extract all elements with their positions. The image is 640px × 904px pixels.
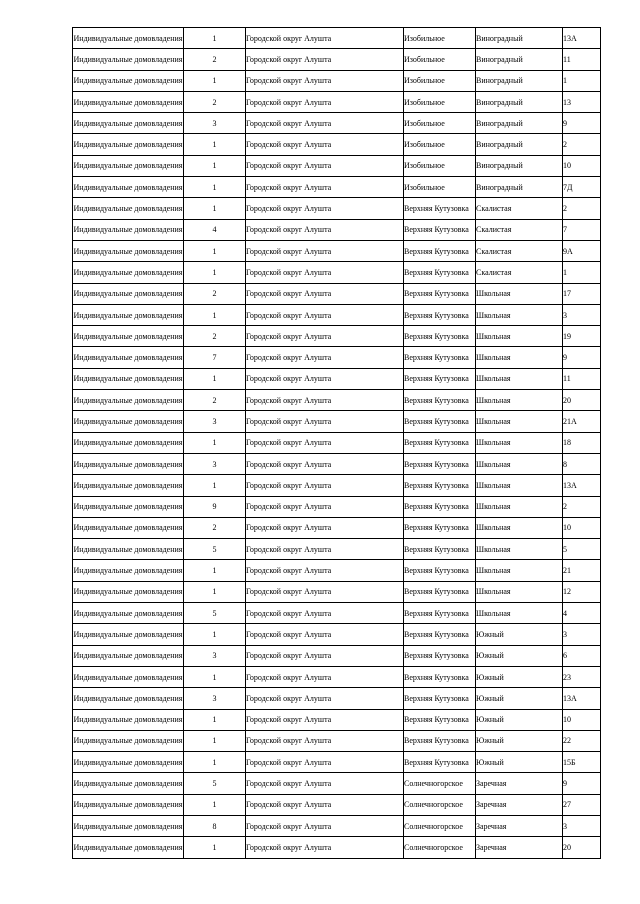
housing-type-cell: Индивидуальные домовладения xyxy=(73,645,184,666)
street-cell: Виноградный xyxy=(476,49,563,70)
housing-type-cell: Индивидуальные домовладения xyxy=(73,49,184,70)
housing-type-cell: Индивидуальные домовладения xyxy=(73,539,184,560)
settlement-cell: Верхняя Кутузовка xyxy=(404,475,476,496)
housing-type-cell: Индивидуальные домовладения xyxy=(73,304,184,325)
table-row xyxy=(73,155,601,176)
quantity-cell: 2 xyxy=(184,390,246,411)
housing-type-cell: Индивидуальные домовладения xyxy=(73,326,184,347)
municipality-cell: Городской округ Алушта xyxy=(246,49,404,70)
municipality-cell: Городской округ Алушта xyxy=(246,411,404,432)
street-cell: Виноградный xyxy=(476,177,563,198)
housing-type-cell: Индивидуальные домовладения xyxy=(73,496,184,517)
housing-type-cell: Индивидуальные домовладения xyxy=(73,368,184,389)
housing-type-cell: Индивидуальные домовладения xyxy=(73,560,184,581)
quantity-cell: 1 xyxy=(184,794,246,815)
housing-type-cell: Индивидуальные домовладения xyxy=(73,475,184,496)
house-number-cell: 2 xyxy=(563,198,601,219)
table-row xyxy=(73,432,601,453)
quantity-cell: 1 xyxy=(184,730,246,751)
street-cell: Школьная xyxy=(476,560,563,581)
settlement-cell: Верхняя Кутузовка xyxy=(404,560,476,581)
settlement-cell: Верхняя Кутузовка xyxy=(404,688,476,709)
quantity-cell: 1 xyxy=(184,134,246,155)
municipality-cell: Городской округ Алушта xyxy=(246,262,404,283)
municipality-cell: Городской округ Алушта xyxy=(246,837,404,858)
table-row xyxy=(73,177,601,198)
street-cell: Южный xyxy=(476,666,563,687)
municipality-cell: Городской округ Алушта xyxy=(246,134,404,155)
quantity-cell: 1 xyxy=(184,368,246,389)
street-cell: Южный xyxy=(476,709,563,730)
quantity-cell: 1 xyxy=(184,262,246,283)
settlement-cell: Верхняя Кутузовка xyxy=(404,219,476,240)
street-cell: Скалистая xyxy=(476,198,563,219)
municipality-cell: Городской округ Алушта xyxy=(246,240,404,261)
address-table-body xyxy=(73,28,601,859)
table-row xyxy=(73,368,601,389)
settlement-cell: Верхняя Кутузовка xyxy=(404,432,476,453)
quantity-cell: 8 xyxy=(184,815,246,836)
house-number-cell: 9 xyxy=(563,347,601,368)
house-number-cell: 8 xyxy=(563,453,601,474)
table-row xyxy=(73,475,601,496)
street-cell: Школьная xyxy=(476,581,563,602)
municipality-cell: Городской округ Алушта xyxy=(246,155,404,176)
settlement-cell: Верхняя Кутузовка xyxy=(404,326,476,347)
table-row xyxy=(73,198,601,219)
municipality-cell: Городской округ Алушта xyxy=(246,581,404,602)
street-cell: Школьная xyxy=(476,304,563,325)
house-number-cell: 18 xyxy=(563,432,601,453)
street-cell: Заречная xyxy=(476,815,563,836)
street-cell: Школьная xyxy=(476,496,563,517)
housing-type-cell: Индивидуальные домовладения xyxy=(73,177,184,198)
street-cell: Южный xyxy=(476,645,563,666)
house-number-cell: 9 xyxy=(563,773,601,794)
street-cell: Школьная xyxy=(476,368,563,389)
quantity-cell: 1 xyxy=(184,709,246,730)
street-cell: Школьная xyxy=(476,326,563,347)
table-row xyxy=(73,688,601,709)
settlement-cell: Солнечногорское xyxy=(404,837,476,858)
quantity-cell: 1 xyxy=(184,752,246,773)
municipality-cell: Городской округ Алушта xyxy=(246,794,404,815)
housing-type-cell: Индивидуальные домовладения xyxy=(73,262,184,283)
street-cell: Виноградный xyxy=(476,28,563,49)
housing-type-cell: Индивидуальные домовладения xyxy=(73,624,184,645)
settlement-cell: Верхняя Кутузовка xyxy=(404,517,476,538)
settlement-cell: Верхняя Кутузовка xyxy=(404,581,476,602)
housing-type-cell: Индивидуальные домовладения xyxy=(73,815,184,836)
table-row xyxy=(73,134,601,155)
table-row xyxy=(73,496,601,517)
municipality-cell: Городской округ Алушта xyxy=(246,198,404,219)
municipality-cell: Городской округ Алушта xyxy=(246,752,404,773)
table-row xyxy=(73,603,601,624)
municipality-cell: Городской округ Алушта xyxy=(246,475,404,496)
municipality-cell: Городской округ Алушта xyxy=(246,304,404,325)
street-cell: Школьная xyxy=(476,283,563,304)
quantity-cell: 2 xyxy=(184,517,246,538)
quantity-cell: 3 xyxy=(184,113,246,134)
house-number-cell: 3 xyxy=(563,815,601,836)
housing-type-cell: Индивидуальные домовладения xyxy=(73,240,184,261)
housing-type-cell: Индивидуальные домовладения xyxy=(73,91,184,112)
settlement-cell: Солнечногорское xyxy=(404,815,476,836)
street-cell: Заречная xyxy=(476,794,563,815)
street-cell: Школьная xyxy=(476,517,563,538)
housing-type-cell: Индивидуальные домовладения xyxy=(73,198,184,219)
housing-type-cell: Индивидуальные домовладения xyxy=(73,219,184,240)
quantity-cell: 1 xyxy=(184,624,246,645)
house-number-cell: 10 xyxy=(563,709,601,730)
settlement-cell: Изобильное xyxy=(404,134,476,155)
street-cell: Школьная xyxy=(476,475,563,496)
street-cell: Заречная xyxy=(476,773,563,794)
settlement-cell: Верхняя Кутузовка xyxy=(404,262,476,283)
municipality-cell: Городской округ Алушта xyxy=(246,91,404,112)
quantity-cell: 1 xyxy=(184,666,246,687)
house-number-cell: 13А xyxy=(563,28,601,49)
house-number-cell: 13А xyxy=(563,688,601,709)
house-number-cell: 5 xyxy=(563,539,601,560)
house-number-cell: 11 xyxy=(563,368,601,389)
quantity-cell: 2 xyxy=(184,326,246,347)
table-row xyxy=(73,28,601,49)
settlement-cell: Изобильное xyxy=(404,113,476,134)
quantity-cell: 1 xyxy=(184,560,246,581)
house-number-cell: 10 xyxy=(563,517,601,538)
housing-type-cell: Индивидуальные домовладения xyxy=(73,517,184,538)
quantity-cell: 3 xyxy=(184,645,246,666)
table-row xyxy=(73,624,601,645)
housing-type-cell: Индивидуальные домовладения xyxy=(73,730,184,751)
table-row xyxy=(73,752,601,773)
table-row xyxy=(73,815,601,836)
street-cell: Виноградный xyxy=(476,134,563,155)
house-number-cell: 13А xyxy=(563,475,601,496)
settlement-cell: Верхняя Кутузовка xyxy=(404,411,476,432)
housing-type-cell: Индивидуальные домовладения xyxy=(73,603,184,624)
table-row xyxy=(73,390,601,411)
table-row xyxy=(73,773,601,794)
settlement-cell: Верхняя Кутузовка xyxy=(404,304,476,325)
housing-type-cell: Индивидуальные домовладения xyxy=(73,432,184,453)
table-row xyxy=(73,326,601,347)
table-row xyxy=(73,730,601,751)
table-row xyxy=(73,539,601,560)
house-number-cell: 17 xyxy=(563,283,601,304)
settlement-cell: Верхняя Кутузовка xyxy=(404,539,476,560)
street-cell: Скалистая xyxy=(476,262,563,283)
table-row xyxy=(73,347,601,368)
quantity-cell: 1 xyxy=(184,28,246,49)
house-number-cell: 27 xyxy=(563,794,601,815)
street-cell: Школьная xyxy=(476,539,563,560)
municipality-cell: Городской округ Алушта xyxy=(246,645,404,666)
house-number-cell: 13 xyxy=(563,91,601,112)
table-row xyxy=(73,91,601,112)
house-number-cell: 20 xyxy=(563,837,601,858)
quantity-cell: 3 xyxy=(184,688,246,709)
table-row xyxy=(73,560,601,581)
settlement-cell: Верхняя Кутузовка xyxy=(404,198,476,219)
street-cell: Скалистая xyxy=(476,240,563,261)
housing-type-cell: Индивидуальные домовладения xyxy=(73,283,184,304)
table-row xyxy=(73,219,601,240)
street-cell: Южный xyxy=(476,752,563,773)
settlement-cell: Верхняя Кутузовка xyxy=(404,624,476,645)
house-number-cell: 10 xyxy=(563,155,601,176)
settlement-cell: Изобильное xyxy=(404,91,476,112)
municipality-cell: Городской округ Алушта xyxy=(246,709,404,730)
housing-type-cell: Индивидуальные домовладения xyxy=(73,666,184,687)
table-row xyxy=(73,666,601,687)
quantity-cell: 2 xyxy=(184,91,246,112)
settlement-cell: Изобильное xyxy=(404,28,476,49)
quantity-cell: 1 xyxy=(184,177,246,198)
quantity-cell: 1 xyxy=(184,155,246,176)
municipality-cell: Городской округ Алушта xyxy=(246,432,404,453)
quantity-cell: 1 xyxy=(184,581,246,602)
quantity-cell: 4 xyxy=(184,219,246,240)
municipality-cell: Городской округ Алушта xyxy=(246,368,404,389)
house-number-cell: 2 xyxy=(563,496,601,517)
table-row xyxy=(73,453,601,474)
street-cell: Школьная xyxy=(476,411,563,432)
house-number-cell: 1 xyxy=(563,262,601,283)
street-cell: Виноградный xyxy=(476,91,563,112)
municipality-cell: Городской округ Алушта xyxy=(246,517,404,538)
street-cell: Школьная xyxy=(476,453,563,474)
housing-type-cell: Индивидуальные домовладения xyxy=(73,837,184,858)
street-cell: Заречная xyxy=(476,837,563,858)
municipality-cell: Городской округ Алушта xyxy=(246,624,404,645)
quantity-cell: 5 xyxy=(184,603,246,624)
municipality-cell: Городской округ Алушта xyxy=(246,815,404,836)
table-row xyxy=(73,262,601,283)
housing-type-cell: Индивидуальные домовладения xyxy=(73,794,184,815)
quantity-cell: 1 xyxy=(184,304,246,325)
table-row xyxy=(73,709,601,730)
house-number-cell: 15Б xyxy=(563,752,601,773)
settlement-cell: Верхняя Кутузовка xyxy=(404,240,476,261)
settlement-cell: Верхняя Кутузовка xyxy=(404,390,476,411)
settlement-cell: Изобильное xyxy=(404,155,476,176)
settlement-cell: Изобильное xyxy=(404,177,476,198)
housing-type-cell: Индивидуальные домовладения xyxy=(73,773,184,794)
municipality-cell: Городской округ Алушта xyxy=(246,603,404,624)
housing-type-cell: Индивидуальные домовладения xyxy=(73,752,184,773)
housing-type-cell: Индивидуальные домовладения xyxy=(73,347,184,368)
quantity-cell: 3 xyxy=(184,453,246,474)
municipality-cell: Городской округ Алушта xyxy=(246,496,404,517)
street-cell: Школьная xyxy=(476,432,563,453)
table-row xyxy=(73,240,601,261)
municipality-cell: Городской округ Алушта xyxy=(246,326,404,347)
municipality-cell: Городской округ Алушта xyxy=(246,28,404,49)
house-number-cell: 3 xyxy=(563,624,601,645)
quantity-cell: 5 xyxy=(184,539,246,560)
municipality-cell: Городской округ Алушта xyxy=(246,347,404,368)
street-cell: Южный xyxy=(476,688,563,709)
quantity-cell: 3 xyxy=(184,411,246,432)
house-number-cell: 2 xyxy=(563,134,601,155)
table-row xyxy=(73,517,601,538)
street-cell: Школьная xyxy=(476,390,563,411)
quantity-cell: 1 xyxy=(184,475,246,496)
house-number-cell: 21А xyxy=(563,411,601,432)
street-cell: Скалистая xyxy=(476,219,563,240)
table-row xyxy=(73,837,601,858)
table-row xyxy=(73,411,601,432)
housing-type-cell: Индивидуальные домовладения xyxy=(73,411,184,432)
house-number-cell: 7 xyxy=(563,219,601,240)
settlement-cell: Верхняя Кутузовка xyxy=(404,283,476,304)
housing-type-cell: Индивидуальные домовладения xyxy=(73,113,184,134)
quantity-cell: 1 xyxy=(184,432,246,453)
settlement-cell: Изобильное xyxy=(404,49,476,70)
street-cell: Виноградный xyxy=(476,113,563,134)
municipality-cell: Городской округ Алушта xyxy=(246,219,404,240)
quantity-cell: 1 xyxy=(184,837,246,858)
street-cell: Южный xyxy=(476,624,563,645)
street-cell: Виноградный xyxy=(476,70,563,91)
street-cell: Виноградный xyxy=(476,155,563,176)
table-row xyxy=(73,49,601,70)
house-number-cell: 4 xyxy=(563,603,601,624)
settlement-cell: Изобильное xyxy=(404,70,476,91)
street-cell: Южный xyxy=(476,730,563,751)
house-number-cell: 9А xyxy=(563,240,601,261)
table-row xyxy=(73,70,601,91)
municipality-cell: Городской округ Алушта xyxy=(246,773,404,794)
municipality-cell: Городской округ Алушта xyxy=(246,688,404,709)
settlement-cell: Верхняя Кутузовка xyxy=(404,730,476,751)
quantity-cell: 2 xyxy=(184,283,246,304)
house-number-cell: 9 xyxy=(563,113,601,134)
housing-type-cell: Индивидуальные домовладения xyxy=(73,390,184,411)
quantity-cell: 1 xyxy=(184,70,246,91)
settlement-cell: Верхняя Кутузовка xyxy=(404,496,476,517)
table-row xyxy=(73,581,601,602)
table-row xyxy=(73,304,601,325)
municipality-cell: Городской округ Алушта xyxy=(246,539,404,560)
settlement-cell: Верхняя Кутузовка xyxy=(404,368,476,389)
settlement-cell: Верхняя Кутузовка xyxy=(404,666,476,687)
quantity-cell: 5 xyxy=(184,773,246,794)
house-number-cell: 3 xyxy=(563,304,601,325)
settlement-cell: Верхняя Кутузовка xyxy=(404,603,476,624)
municipality-cell: Городской округ Алушта xyxy=(246,70,404,91)
house-number-cell: 21 xyxy=(563,560,601,581)
municipality-cell: Городской округ Алушта xyxy=(246,113,404,134)
housing-type-cell: Индивидуальные домовладения xyxy=(73,688,184,709)
municipality-cell: Городской округ Алушта xyxy=(246,666,404,687)
housing-type-cell: Индивидуальные домовладения xyxy=(73,70,184,91)
house-number-cell: 22 xyxy=(563,730,601,751)
quantity-cell: 2 xyxy=(184,49,246,70)
house-number-cell: 12 xyxy=(563,581,601,602)
municipality-cell: Городской округ Алушта xyxy=(246,560,404,581)
housing-type-cell: Индивидуальные домовладения xyxy=(73,134,184,155)
table-row xyxy=(73,113,601,134)
quantity-cell: 1 xyxy=(184,198,246,219)
municipality-cell: Городской округ Алушта xyxy=(246,730,404,751)
settlement-cell: Солнечногорское xyxy=(404,773,476,794)
settlement-cell: Верхняя Кутузовка xyxy=(404,709,476,730)
settlement-cell: Верхняя Кутузовка xyxy=(404,645,476,666)
housing-type-cell: Индивидуальные домовладения xyxy=(73,155,184,176)
quantity-cell: 1 xyxy=(184,240,246,261)
house-number-cell: 11 xyxy=(563,49,601,70)
housing-type-cell: Индивидуальные домовладения xyxy=(73,28,184,49)
house-number-cell: 20 xyxy=(563,390,601,411)
street-cell: Школьная xyxy=(476,347,563,368)
street-cell: Школьная xyxy=(476,603,563,624)
house-number-cell: 7Д xyxy=(563,177,601,198)
house-number-cell: 19 xyxy=(563,326,601,347)
housing-type-cell: Индивидуальные домовладения xyxy=(73,453,184,474)
house-number-cell: 6 xyxy=(563,645,601,666)
housing-type-cell: Индивидуальные домовладения xyxy=(73,709,184,730)
municipality-cell: Городской округ Алушта xyxy=(246,177,404,198)
housing-type-cell: Индивидуальные домовладения xyxy=(73,581,184,602)
table-row xyxy=(73,283,601,304)
quantity-cell: 9 xyxy=(184,496,246,517)
address-table xyxy=(72,27,601,859)
settlement-cell: Верхняя Кутузовка xyxy=(404,752,476,773)
municipality-cell: Городской округ Алушта xyxy=(246,453,404,474)
table-row xyxy=(73,645,601,666)
municipality-cell: Городской округ Алушта xyxy=(246,390,404,411)
table-row xyxy=(73,794,601,815)
settlement-cell: Верхняя Кутузовка xyxy=(404,453,476,474)
house-number-cell: 1 xyxy=(563,70,601,91)
settlement-cell: Верхняя Кутузовка xyxy=(404,347,476,368)
settlement-cell: Солнечногорское xyxy=(404,794,476,815)
quantity-cell: 7 xyxy=(184,347,246,368)
municipality-cell: Городской округ Алушта xyxy=(246,283,404,304)
house-number-cell: 23 xyxy=(563,666,601,687)
